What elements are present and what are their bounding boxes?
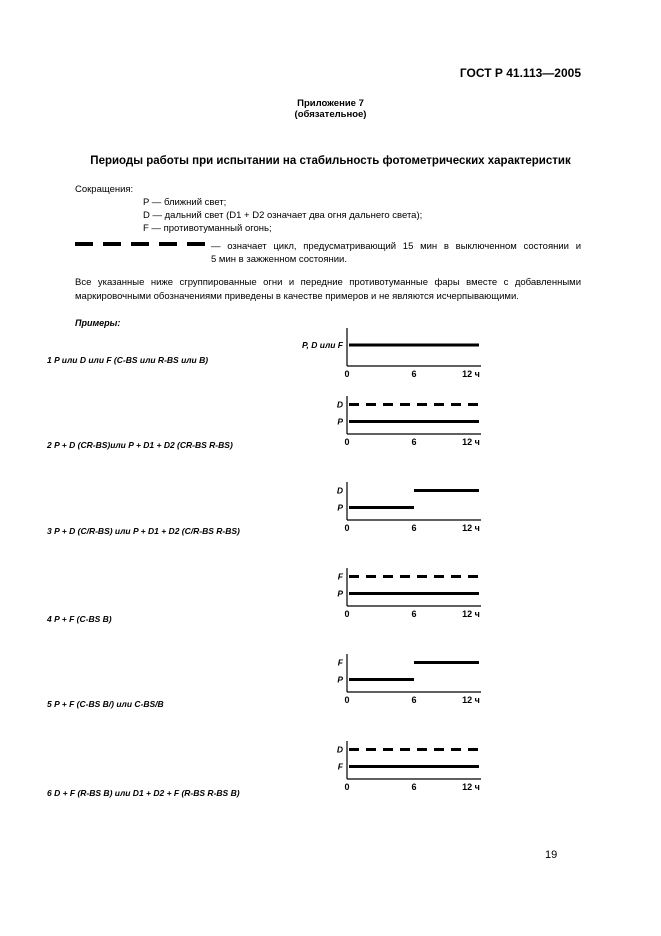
chart-tick-label: 6 (411, 369, 417, 379)
chart-row-label: F (337, 657, 343, 668)
abbreviation-item: D — дальний свет (D1 + D2 означает два огня дальнего света); (143, 210, 423, 221)
chart-row-label: P (337, 502, 343, 513)
example-label: 5 P + F (C-BS B/) или C-BS/B (47, 699, 164, 709)
chart-row-label: D (336, 399, 343, 410)
chart-tick-label: 12 ч (462, 437, 480, 447)
example-label: 6 D + F (R-BS B) или D1 + D2 + F (R-BS R-BS B) (47, 788, 240, 798)
abbreviation-item: P — ближний свет; (143, 197, 227, 208)
chart-row-label: P, D или F (301, 340, 343, 350)
chart-tick-label: 12 ч (462, 609, 480, 619)
chart-row-label: D (336, 485, 343, 496)
chart-tick-label: 12 ч (462, 695, 480, 705)
chart-tick-label: 0 (344, 609, 350, 619)
chart-tick-label: 6 (411, 782, 417, 792)
chart-tick-label: 6 (411, 695, 417, 705)
chart-tick-label: 0 (344, 437, 350, 447)
chart-tick-label: 12 ч (462, 782, 480, 792)
chart-row-label: P (337, 416, 343, 427)
intro-paragraph: Все указанные ниже сгруппированные огни и передние противотуманные фары вместе с добавленными маркировочными обозначениями приведены в качестве примеров и не являются исчерпывающими. (75, 277, 581, 302)
chart-tick-label: 6 (411, 523, 417, 533)
chart-tick-label: 6 (411, 437, 417, 447)
chart-tick-label: 0 (344, 523, 350, 533)
abbreviation-item: F — противотуманный огонь; (143, 223, 272, 234)
chart-tick-label: 12 ч (462, 369, 480, 379)
document-header: ГОСТ Р 41.113—2005 (459, 66, 581, 80)
chart-tick-label: 12 ч (462, 523, 480, 533)
appendix-status: (обязательное) (294, 109, 367, 120)
section-title: Периоды работы при испытании на стабильность фотометрических характеристик (90, 155, 571, 167)
dash-note-line1: — означает цикл, предусматривающий 15 мин в выключенном состоянии и (211, 241, 581, 252)
examples-heading: Примеры: (75, 318, 121, 328)
chart-tick-label: 0 (344, 369, 350, 379)
example-label: 3 P + D (C/R-BS) или P + D1 + D2 (C/R-BS R-BS) (47, 526, 240, 536)
chart-row-label: P (337, 588, 343, 599)
chart-row-label: P (337, 674, 343, 685)
chart-tick-label: 6 (411, 609, 417, 619)
appendix-title: Приложение 7 (297, 98, 364, 109)
chart-row-label: F (337, 761, 343, 772)
example-label: 1 P или D или F (C-BS или R-BS или B) (47, 355, 209, 365)
chart-tick-label: 0 (344, 782, 350, 792)
chart-tick-label: 0 (344, 695, 350, 705)
example-label: 4 P + F (C-BS B) (47, 614, 112, 624)
example-label: 2 P + D (CR-BS)или P + D1 + D2 (CR-BS R-BS) (47, 440, 233, 450)
page-number: 19 (545, 849, 558, 861)
dash-note-line2: 5 мин в зажженном состоянии. (211, 254, 347, 265)
chart-row-label: D (336, 744, 343, 755)
chart-row-label: F (337, 571, 343, 582)
abbreviations-heading: Сокращения: (75, 184, 134, 195)
